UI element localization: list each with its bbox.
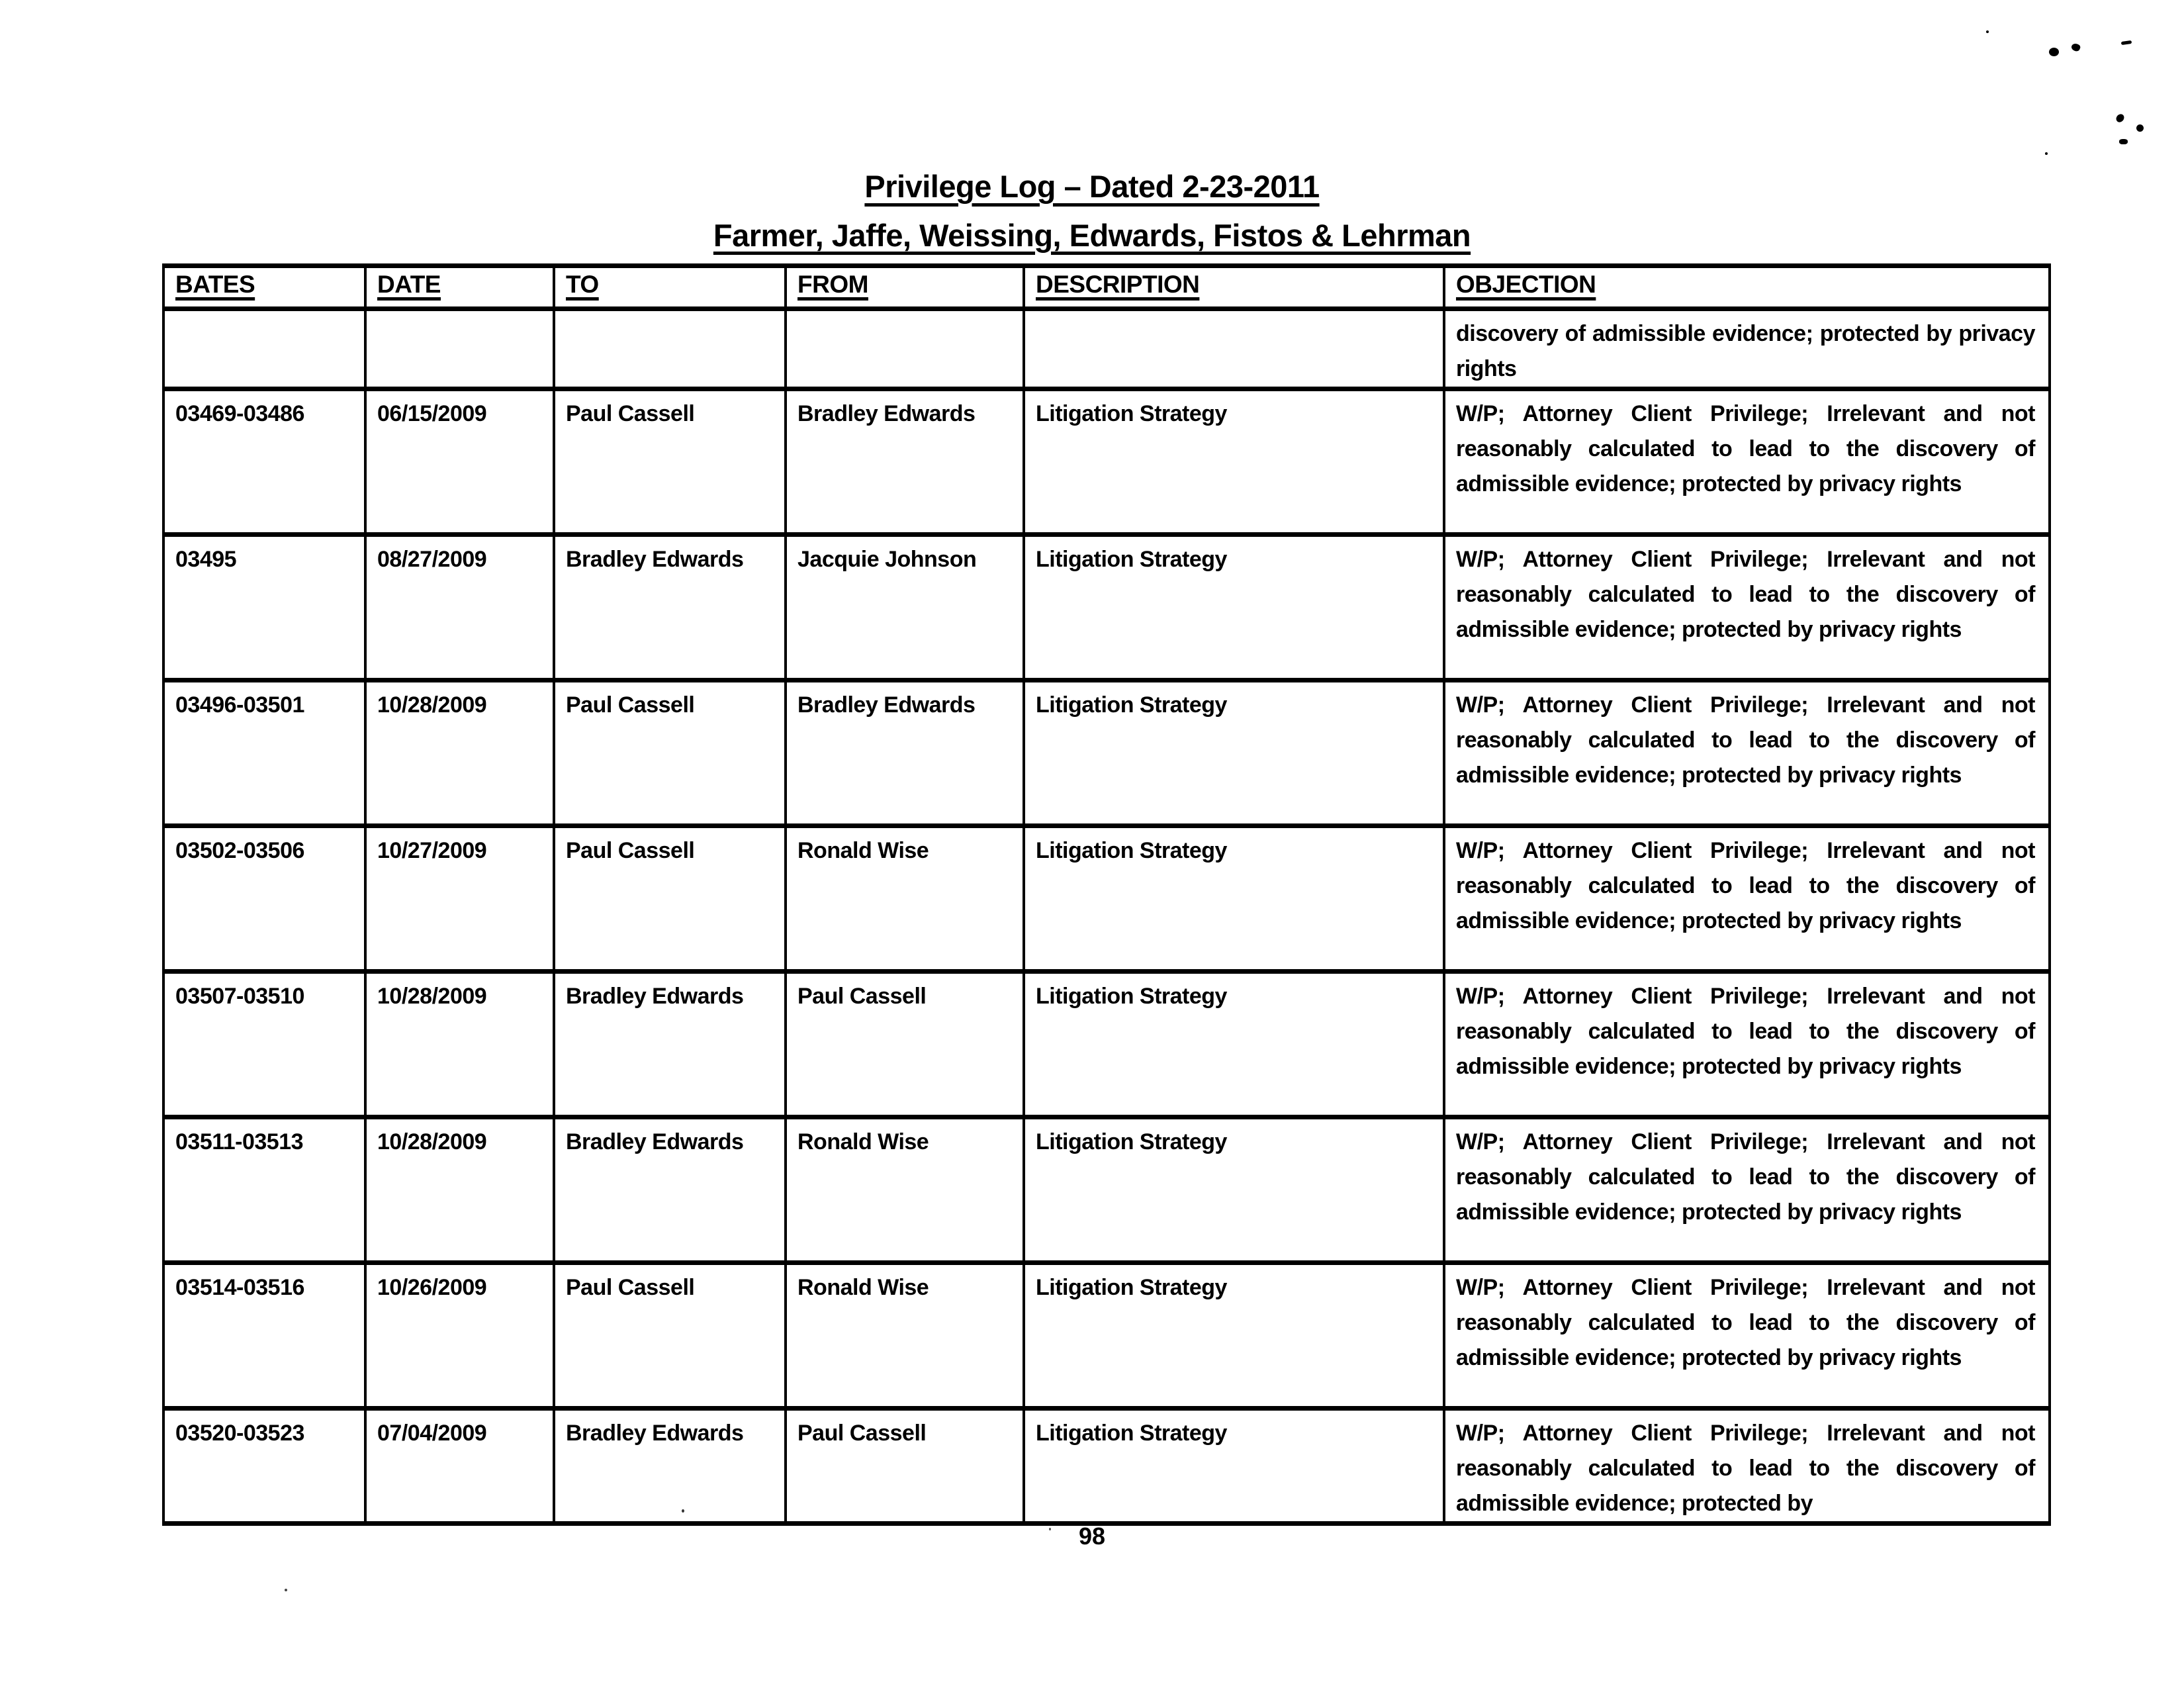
col-header-date <box>365 266 554 309</box>
cell-date: 10/26/2009 <box>365 1263 554 1409</box>
cell-bates: 03495 <box>163 535 365 680</box>
table-row <box>163 972 2050 1117</box>
cell-from: Bradley Edwards <box>786 680 1024 826</box>
cell-to: Bradley Edwards <box>554 972 786 1117</box>
table-row <box>163 680 2050 826</box>
privilege-log-table <box>162 263 2051 1526</box>
cell-to: Bradley Edwards <box>554 1117 786 1263</box>
cell-date: 10/28/2009 <box>365 680 554 826</box>
cell-bates: 03514-03516 <box>163 1263 365 1409</box>
cell-from: Ronald Wise <box>786 1117 1024 1263</box>
cell-to <box>554 309 786 389</box>
cell-to: Paul Cassell <box>554 680 786 826</box>
document-title: Privilege Log – Dated 2-23-2011 <box>864 169 1320 204</box>
cell-bates: 03502-03506 <box>163 826 365 972</box>
cell-date: 10/28/2009 <box>365 972 554 1117</box>
cell-bates: 03507-03510 <box>163 972 365 1117</box>
col-header-bates <box>163 266 365 309</box>
cell-from: Paul Cassell <box>786 972 1024 1117</box>
cell-bates <box>163 309 365 389</box>
cell-description: Litigation Strategy <box>1024 535 1444 680</box>
table-row <box>163 389 2050 535</box>
cell-to: Paul Cassell <box>554 1263 786 1409</box>
cell-date <box>365 309 554 389</box>
table-row-truncated <box>163 1409 2050 1524</box>
cell-objection: W/P; Attorney Client Privilege; Irrelevant and not reasonably calculated to lead to the discovery of admissible evidence; protected by privacy rights <box>1444 680 2050 826</box>
cell-date: 07/04/2009 <box>365 1409 554 1524</box>
cell-objection: W/P; Attorney Client Privilege; Irrelevant and not reasonably calculated to lead to the discovery of admissible evidence; protected by privacy rights <box>1444 535 2050 680</box>
cell-description: Litigation Strategy <box>1024 972 1444 1117</box>
table-row-continuation <box>163 309 2050 389</box>
col-header-from <box>786 266 1024 309</box>
cell-to: Paul Cassell <box>554 389 786 535</box>
scan-speckle <box>1049 1528 1051 1530</box>
scan-speckle <box>285 1589 287 1591</box>
scan-speckle <box>1986 30 1989 33</box>
scan-speckle <box>2070 42 2081 52</box>
cell-to: Paul Cassell <box>554 826 786 972</box>
cell-from: Bradley Edwards <box>786 389 1024 535</box>
col-header-description <box>1024 266 1444 309</box>
scan-speckle <box>2045 152 2048 155</box>
cell-bates: 03511-03513 <box>163 1117 365 1263</box>
cell-bates: 03496-03501 <box>163 680 365 826</box>
page-number: 98 <box>1078 1523 1106 1550</box>
table-header-row <box>163 266 2050 309</box>
cell-description: Litigation Strategy <box>1024 1117 1444 1263</box>
cell-from: Paul Cassell <box>786 1409 1024 1524</box>
document-subtitle: Farmer, Jaffe, Weissing, Edwards, Fistos & Lehrman <box>713 218 1471 253</box>
cell-objection: W/P; Attorney Client Privilege; Irrelevant and not reasonably calculated to lead to the discovery of admissible evidence; protected by privacy rights <box>1444 972 2050 1117</box>
cell-to: Bradley Edwards <box>554 535 786 680</box>
scan-speckle <box>2119 139 2128 144</box>
col-header-description-label: DESCRIPTION <box>1036 271 1200 298</box>
cell-description: Litigation Strategy <box>1024 389 1444 535</box>
table-row <box>163 1117 2050 1263</box>
col-header-to <box>554 266 786 309</box>
cell-description <box>1024 309 1444 389</box>
col-header-date-label: DATE <box>377 271 441 298</box>
cell-from: Jacquie Johnson <box>786 535 1024 680</box>
cell-objection: W/P; Attorney Client Privilege; Irrelevant and not reasonably calculated to lead to the discovery of admissible evidence; protected by privacy rights <box>1444 1117 2050 1263</box>
cell-from: Ronald Wise <box>786 1263 1024 1409</box>
cell-date: 08/27/2009 <box>365 535 554 680</box>
scan-speckle <box>2136 124 2144 132</box>
cell-description: Litigation Strategy <box>1024 680 1444 826</box>
table-row <box>163 535 2050 680</box>
scan-speckle <box>2121 40 2132 45</box>
cell-from <box>786 309 1024 389</box>
cell-objection: W/P; Attorney Client Privilege; Irrelevant and not reasonably calculated to lead to the discovery of admissible evidence; protected by privacy rights <box>1444 389 2050 535</box>
cell-from: Ronald Wise <box>786 826 1024 972</box>
cell-objection: W/P; Attorney Client Privilege; Irrelevant and not reasonably calculated to lead to the discovery of admissible evidence; protected by privacy rights <box>1444 826 2050 972</box>
cell-description: Litigation Strategy <box>1024 1409 1444 1524</box>
cell-objection: W/P; Attorney Client Privilege; Irrelevant and not reasonably calculated to lead to the discovery of admissible evidence; protected by <box>1444 1409 2050 1524</box>
cell-date: 10/28/2009 <box>365 1117 554 1263</box>
cell-bates: 03520-03523 <box>163 1409 365 1524</box>
scan-speckle <box>682 1509 684 1513</box>
cell-bates: 03469-03486 <box>163 389 365 535</box>
cell-objection: discovery of admissible evidence; protected by privacy rights <box>1444 309 2050 389</box>
scan-speckle <box>2115 113 2126 124</box>
col-header-objection <box>1444 266 2050 309</box>
col-header-from-label: FROM <box>797 271 868 298</box>
cell-to: Bradley Edwards <box>554 1409 786 1524</box>
table-row <box>163 826 2050 972</box>
col-header-to-label: TO <box>566 271 599 298</box>
cell-description: Litigation Strategy <box>1024 826 1444 972</box>
cell-date: 06/15/2009 <box>365 389 554 535</box>
scan-speckle <box>2049 48 2059 56</box>
col-header-bates-label: BATES <box>175 271 255 298</box>
table-row <box>163 1263 2050 1409</box>
cell-date: 10/27/2009 <box>365 826 554 972</box>
col-header-objection-label: OBJECTION <box>1456 271 1596 298</box>
cell-description: Litigation Strategy <box>1024 1263 1444 1409</box>
cell-objection: W/P; Attorney Client Privilege; Irrelevant and not reasonably calculated to lead to the discovery of admissible evidence; protected by privacy rights <box>1444 1263 2050 1409</box>
